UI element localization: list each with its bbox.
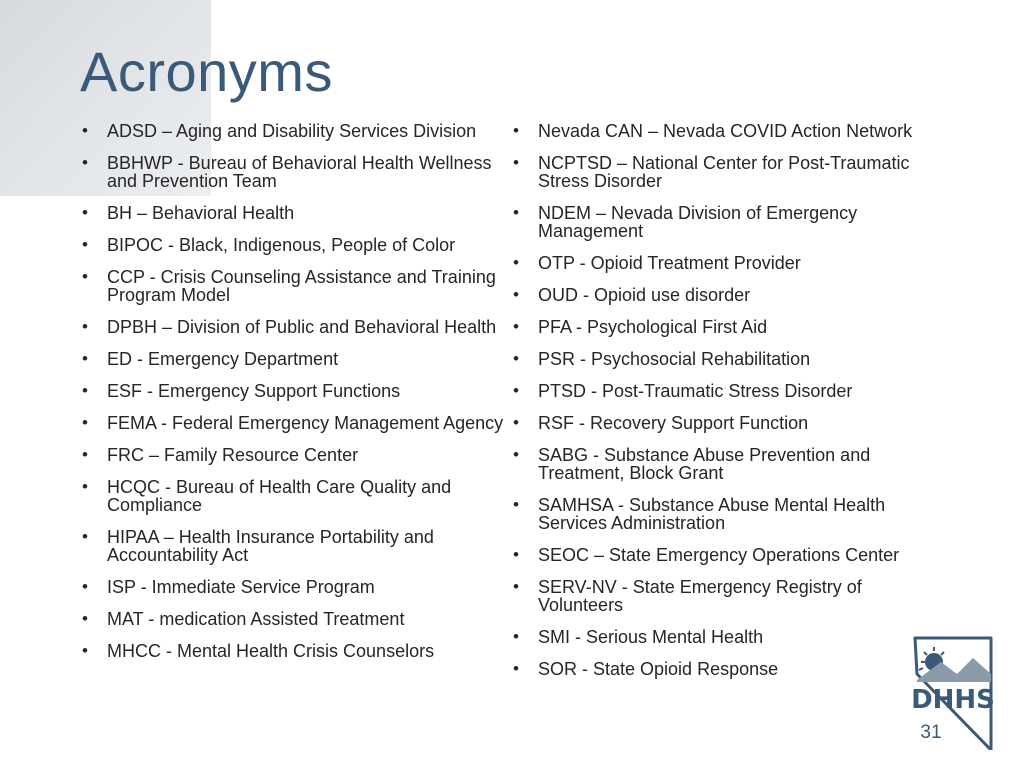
list-item [80,478,512,514]
list-item-text: CCP - Crisis Counseling Assistance and Training Program Model [107,267,496,305]
list-item [80,642,512,660]
list-item-text: NDEM – Nevada Division of Emergency Management [538,203,858,241]
bullet-icon: • [513,545,519,564]
list-item [511,204,931,240]
bullet-icon: • [82,381,88,400]
list-item [511,578,931,614]
list-item-text: PTSD - Post-Traumatic Stress Disorder [538,381,853,401]
bullet-icon: • [82,349,88,368]
list-item [511,382,931,400]
bullet-icon: • [513,659,519,678]
acronym-list-right [511,122,931,692]
bullet-icon: • [82,121,88,140]
slide-title: Acronyms [80,40,333,103]
list-item [511,660,931,678]
bullet-icon: • [82,267,88,286]
list-item-text: HIPAA – Health Insurance Portability and Accountability Act [107,527,434,565]
list-item [80,446,512,464]
bullet-icon: • [82,477,88,496]
list-item-text: PSR - Psychosocial Rehabilitation [538,349,811,369]
list-item-text: BIPOC - Black, Indigenous, People of Color [107,235,456,255]
list-item [511,286,931,304]
list-item [511,628,931,646]
list-item [80,350,512,368]
list-item-text: MAT - medication Assisted Treatment [107,609,405,629]
list-item-text: HCQC - Bureau of Health Care Quality and Compliance [107,477,452,515]
bullet-icon: • [513,627,519,646]
list-item-text: NCPTSD – National Center for Post-Traumatic Stress Disorder [538,153,910,191]
list-item [80,204,512,222]
list-item [511,350,931,368]
bullet-icon: • [82,445,88,464]
list-item [511,154,931,190]
logo-lettering: DHHS [911,685,995,715]
bullet-icon: • [513,381,519,400]
bullet-icon: • [513,349,519,368]
list-item-text: SAMHSA - Substance Abuse Mental Health Services Administration [538,495,886,533]
list-item [511,122,931,140]
list-item-text: ISP - Immediate Service Program [107,577,375,597]
list-item-text: ESF - Emergency Support Functions [107,381,401,401]
list-item-text: SEOC – State Emergency Operations Center [538,545,900,565]
list-item-text: SERV-NV - State Emergency Registry of Volunteers [538,577,862,615]
bullet-icon: • [513,413,519,432]
bullet-icon: • [513,285,519,304]
bullet-icon: • [82,153,88,172]
bullet-icon: • [513,153,519,172]
list-item-text: MHCC - Mental Health Crisis Counselors [107,641,435,661]
list-item-text: OTP - Opioid Treatment Provider [538,253,801,273]
list-item-text: SABG - Substance Abuse Prevention and Treatment, Block Grant [538,445,871,483]
list-item-text: DPBH – Division of Public and Behavioral Health [107,317,497,337]
list-item [80,154,512,190]
bullet-icon: • [513,203,519,222]
list-item-text: BH – Behavioral Health [107,203,295,223]
list-item [511,496,931,532]
list-item-text: PFA - Psychological First Aid [538,317,768,337]
bullet-icon: • [82,413,88,432]
list-item-text: FRC – Family Resource Center [107,445,359,465]
list-item-text: ADSD – Aging and Disability Services Division [107,121,477,141]
list-item-text: SOR - State Opioid Response [538,659,779,679]
list-item-text: SMI - Serious Mental Health [538,627,764,647]
list-item [511,414,931,432]
list-item-text: Nevada CAN – Nevada COVID Action Network [538,121,913,141]
bullet-icon: • [82,203,88,222]
bullet-icon: • [513,121,519,140]
list-item [80,610,512,628]
list-item-text: OUD - Opioid use disorder [538,285,751,305]
bullet-icon: • [82,527,88,546]
list-item [80,318,512,336]
bullet-icon: • [513,317,519,336]
list-item [80,382,512,400]
list-item [80,414,512,432]
page-number: 31 [920,722,942,743]
list-item [80,578,512,596]
list-item [80,528,512,564]
list-item-text: FEMA - Federal Emergency Management Agency [107,413,504,433]
bullet-icon: • [82,609,88,628]
bullet-icon: • [82,641,88,660]
bullet-icon: • [82,577,88,596]
bullet-icon: • [82,235,88,254]
bullet-icon: • [82,317,88,336]
list-item [80,236,512,254]
list-item [511,546,931,564]
acronym-list-left [80,122,512,674]
list-item-text: ED - Emergency Department [107,349,339,369]
bullet-icon: • [513,253,519,272]
bullet-icon: • [513,495,519,514]
list-item [80,122,512,140]
list-item [511,254,931,272]
list-item [80,268,512,304]
bullet-icon: • [513,577,519,596]
list-item-text: RSF - Recovery Support Function [538,413,809,433]
list-item [511,446,931,482]
list-item-text: BBHWP - Bureau of Behavioral Health Wellness and Prevention Team [107,153,492,191]
bullet-icon: • [513,445,519,464]
list-item [511,318,931,336]
